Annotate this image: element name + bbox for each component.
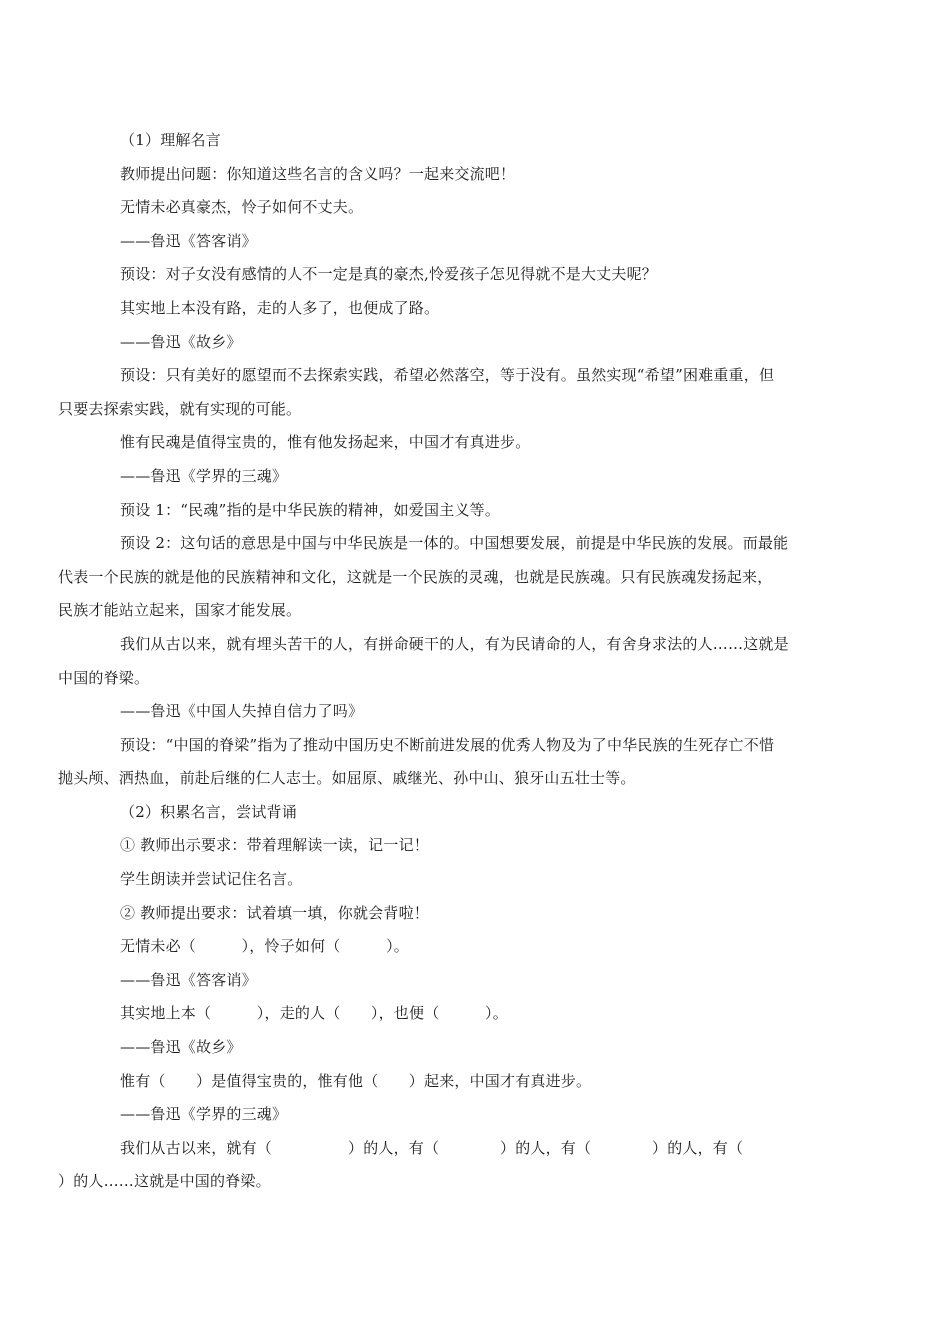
paragraph-line: （2）积累名言，尝试背诵 [120, 802, 297, 821]
paragraph-line: ② 教师提出要求：试着填一填，你就会背啦！ [120, 903, 429, 922]
paragraph-line: 我们从古以来，就有埋头苦干的人，有拼命硬干的人，有为民请命的人，有舍身求法的人……这就是 [120, 634, 789, 653]
paragraph-line: ——鲁迅《故乡》 [120, 332, 242, 351]
paragraph-continuation-line: ）的人……这就是中国的脊梁。 [58, 1172, 271, 1191]
paragraph-line: ① 教师出示要求：带着理解读一读，记一记！ [120, 836, 429, 855]
paragraph-line: 我们从古以来，就有（ ）的人，有（ ）的人，有（ ）的人，有（ [120, 1138, 744, 1157]
paragraph-line: 预设 2：这句话的意思是中国与中华民族是一体的。中国想要发展，前提是中华民族的发展。而最能 [120, 534, 789, 553]
paragraph-line: 预设：“中国的脊梁”指为了推动中国历史不断前进发展的优秀人物及为了中华民族的生死存亡不惜 [120, 735, 775, 754]
document-body [58, 124, 862, 1199]
paragraph-line: 预设 1：“民魂”指的是中华民族的精神，如爱国主义等。 [120, 500, 501, 519]
paragraph-line: 教师提出问题：你知道这些名言的含义吗？一起来交流吧！ [120, 164, 516, 183]
paragraph-line: 其实地上本没有路，走的人多了，也便成了路。 [120, 298, 440, 317]
paragraph-line: 学生朗读并尝试记住名言。 [120, 870, 303, 889]
paragraph-line: 无情未必真豪杰，怜子如何不丈夫。 [120, 198, 364, 217]
paragraph-continuation-line: 抛头颅、洒热血，前赴后继的仁人志士。如屈原、戚继光、孙中山、狼牙山五壮士等。 [58, 769, 636, 788]
paragraph-continuation-line: 只要去探索实践，就有实现的可能。 [58, 399, 302, 418]
paragraph-continuation-line: 代表一个民族的就是他的民族精神和文化，这就是一个民族的灵魂，也就是民族魂。只有民族魂发扬起来， [58, 567, 773, 586]
paragraph-line: ——鲁迅《中国人失掉自信力了吗》 [120, 702, 364, 721]
paragraph-continuation-line: 中国的脊梁。 [58, 668, 150, 687]
paragraph-line: 无情未必（ ），怜子如何（ ）。 [120, 937, 410, 956]
paragraph-line: ——鲁迅《答客诮》 [120, 231, 257, 250]
paragraph-line: 惟有（ ）是值得宝贵的，惟有他（ ）起来，中国才有真进步。 [120, 1071, 592, 1090]
paragraph-line: 预设：对子女没有感情的人不一定是真的豪杰,怜爱孩子怎见得就不是大丈夫呢？ [120, 265, 657, 284]
paragraph-line: ——鲁迅《答客诮》 [120, 970, 257, 989]
paragraph-continuation-line: 民族才能站立起来，国家才能发展。 [58, 601, 302, 620]
paragraph-line: ——鲁迅《学界的三魂》 [120, 1105, 288, 1124]
paragraph-line: 预设：只有美好的愿望而不去探索实践，希望必然落空，等于没有。虽然实现“希望”困难重重，但 [120, 366, 775, 385]
paragraph-line: ——鲁迅《学界的三魂》 [120, 466, 288, 485]
paragraph-line: 其实地上本（ ），走的人（ ），也便（ ）。 [120, 1004, 508, 1023]
paragraph-line: 惟有民魂是值得宝贵的，惟有他发扬起来，中国才有真进步。 [120, 433, 531, 452]
paragraph-line: ——鲁迅《故乡》 [120, 1038, 242, 1057]
paragraph-line: （1）理解名言 [120, 131, 221, 149]
